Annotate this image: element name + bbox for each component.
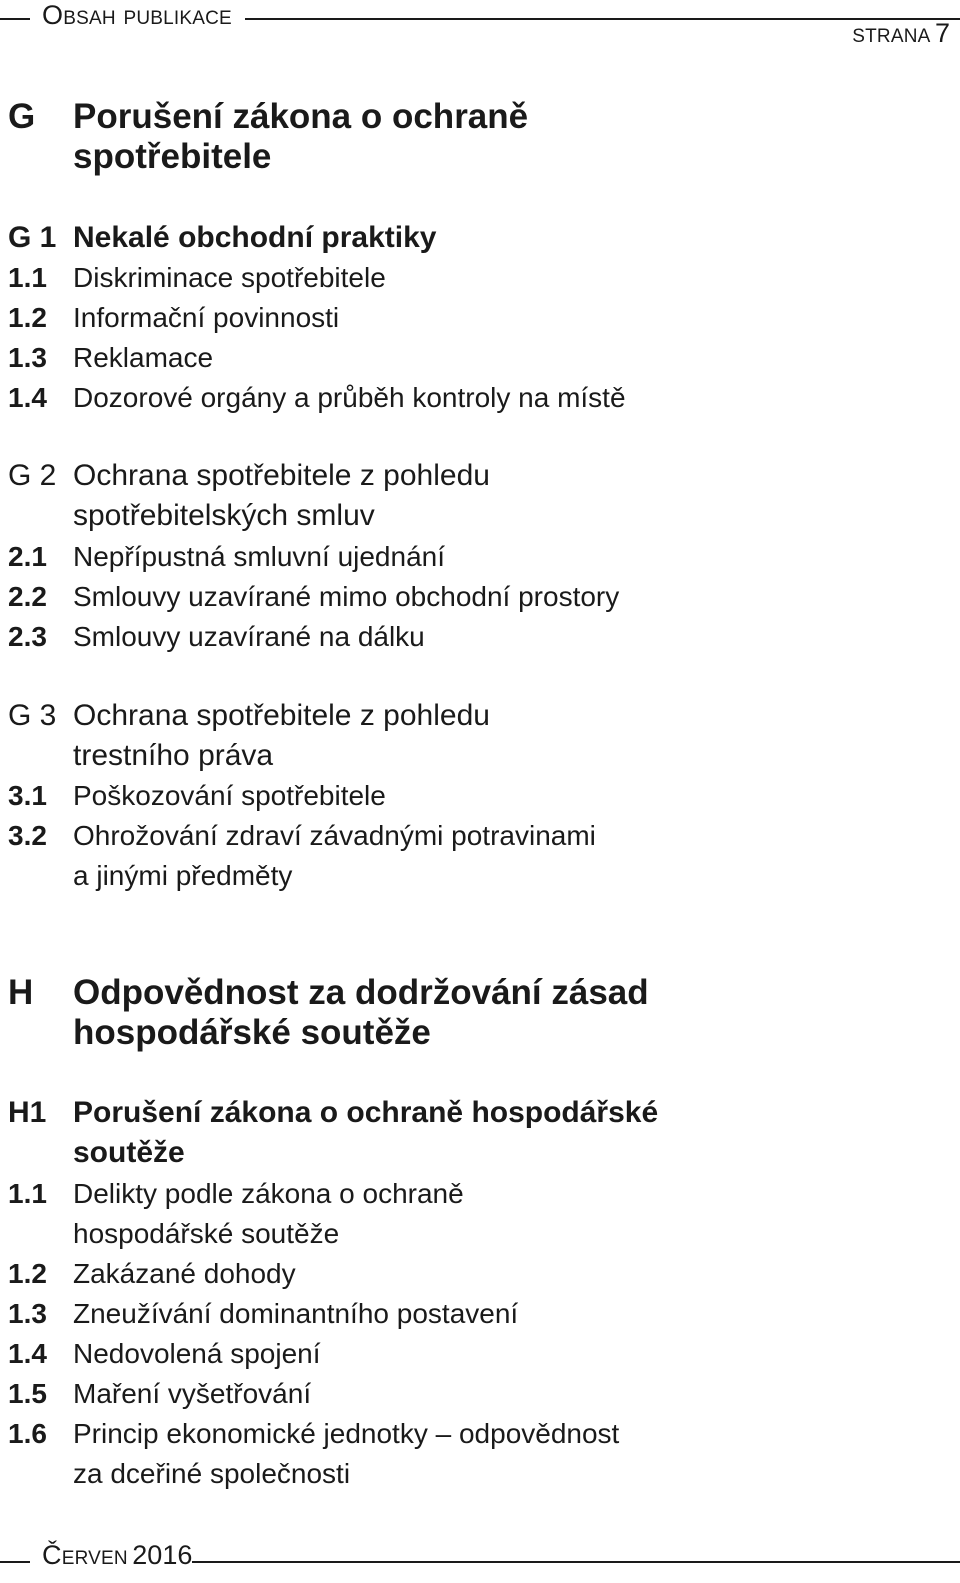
toc-item-number: 1.6 [8, 1418, 47, 1449]
toc-item-number: 2.3 [8, 621, 47, 652]
footer-rule-right [192, 1561, 960, 1563]
footer-date [42, 1540, 192, 1571]
toc-item-number: 2.1 [8, 541, 47, 572]
chapter-number: G 2 [8, 459, 57, 492]
toc-item-text: Smlouvy uzavírané mimo obchodní prostory [73, 581, 620, 612]
chapter-number: G 1 [8, 221, 57, 254]
toc-item-text-line1: Delikty podle zákona o ochraně [73, 1178, 464, 1209]
chapter-title [73, 696, 490, 776]
section-title-line2: hospodářské soutěže [73, 1013, 431, 1052]
section-title-line1: Odpovědnost za dodržování zásad [73, 973, 649, 1012]
section-letter: G [8, 97, 36, 136]
toc-item-text [73, 816, 596, 896]
toc-item-text-line1: Ohrožování zdraví závadnými potravinami [73, 820, 596, 851]
section-title-line1: Porušení zákona o ochraně [73, 97, 529, 136]
toc-item-number: 1.2 [8, 1258, 47, 1289]
chapter-title-line2: trestního práva [73, 739, 274, 772]
toc-item-text-line2: hospodářské soutěže [73, 1218, 340, 1249]
toc-item-text: Maření vyšetřování [73, 1378, 312, 1409]
toc-item-number: 1.4 [8, 1338, 47, 1369]
footer-month: Červen [42, 1540, 128, 1570]
toc-item-number: 1.1 [8, 262, 47, 293]
toc-item-text: Diskriminace spotřebitele [73, 262, 386, 293]
toc-item-text-line2: a jinými předměty [73, 860, 293, 891]
toc-item-number: 1.5 [8, 1378, 47, 1409]
chapter-title [73, 456, 490, 536]
toc-item-text-line1: Princip ekonomické jednotky – odpovědnost [73, 1418, 620, 1449]
chapter-title-line2: spotřebitelských smluv [73, 499, 375, 532]
toc-item-text: Zakázané dohody [73, 1258, 296, 1289]
section-g-heading [0, 97, 960, 177]
section-letter: H [8, 973, 34, 1012]
toc-item-text [73, 1174, 464, 1254]
toc-item-text: Poškozování spotřebitele [73, 780, 386, 811]
header-section-title: Obsah publikace [42, 0, 232, 30]
section-title-line2: spotřebitele [73, 137, 272, 176]
toc-item-number: 2.2 [8, 581, 47, 612]
footer-rule-left [0, 1561, 30, 1563]
header-page-number: 7 [934, 18, 950, 48]
section-title [73, 97, 528, 177]
chapter-number: H1 [8, 1096, 47, 1129]
toc-item-text: Nepřípustná smluvní ujednání [73, 541, 445, 572]
chapter-title-line1: Ochrana spotřebitele z pohledu [73, 699, 490, 732]
chapter-title [73, 1093, 658, 1173]
header-page-label-group [852, 18, 950, 49]
toc-item-text: Nedovolená spojení [73, 1338, 321, 1369]
toc-item-number: 1.4 [8, 382, 47, 413]
chapter-title-line1: Porušení zákona o ochraně hospodářské [73, 1096, 659, 1129]
chapter-number: G 3 [8, 699, 57, 732]
toc-item-text: Informační povinnosti [73, 302, 340, 333]
chapter-title: Nekalé obchodní praktiky [73, 221, 437, 254]
toc-item-number: 1.2 [8, 302, 47, 333]
section-h-heading [0, 973, 960, 1053]
toc-item-text-line2: za dceřiné společnosti [73, 1458, 351, 1489]
chapter-title-line2: soutěže [73, 1136, 185, 1169]
toc-item-text: Smlouvy uzavírané na dálku [73, 621, 425, 652]
footer-year: 2016 [132, 1540, 193, 1570]
toc-item-text: Dozorové orgány a průběh kontroly na místě [73, 382, 626, 413]
chapter-title-line1: Ochrana spotřebitele z pohledu [73, 459, 490, 492]
toc-item-number: 3.2 [8, 820, 47, 851]
toc-item-number: 1.3 [8, 1298, 47, 1329]
toc-item-text: Reklamace [73, 342, 214, 373]
header-page-label: strana [852, 18, 931, 48]
toc-item-number: 3.1 [8, 780, 47, 811]
section-title [73, 973, 649, 1053]
header-rule-left [0, 18, 30, 20]
toc-item-number: 1.1 [8, 1178, 47, 1209]
toc-item-number: 1.3 [8, 342, 47, 373]
toc-item-text [73, 1414, 619, 1494]
toc-item-text: Zneužívání dominantního postavení [73, 1298, 519, 1329]
